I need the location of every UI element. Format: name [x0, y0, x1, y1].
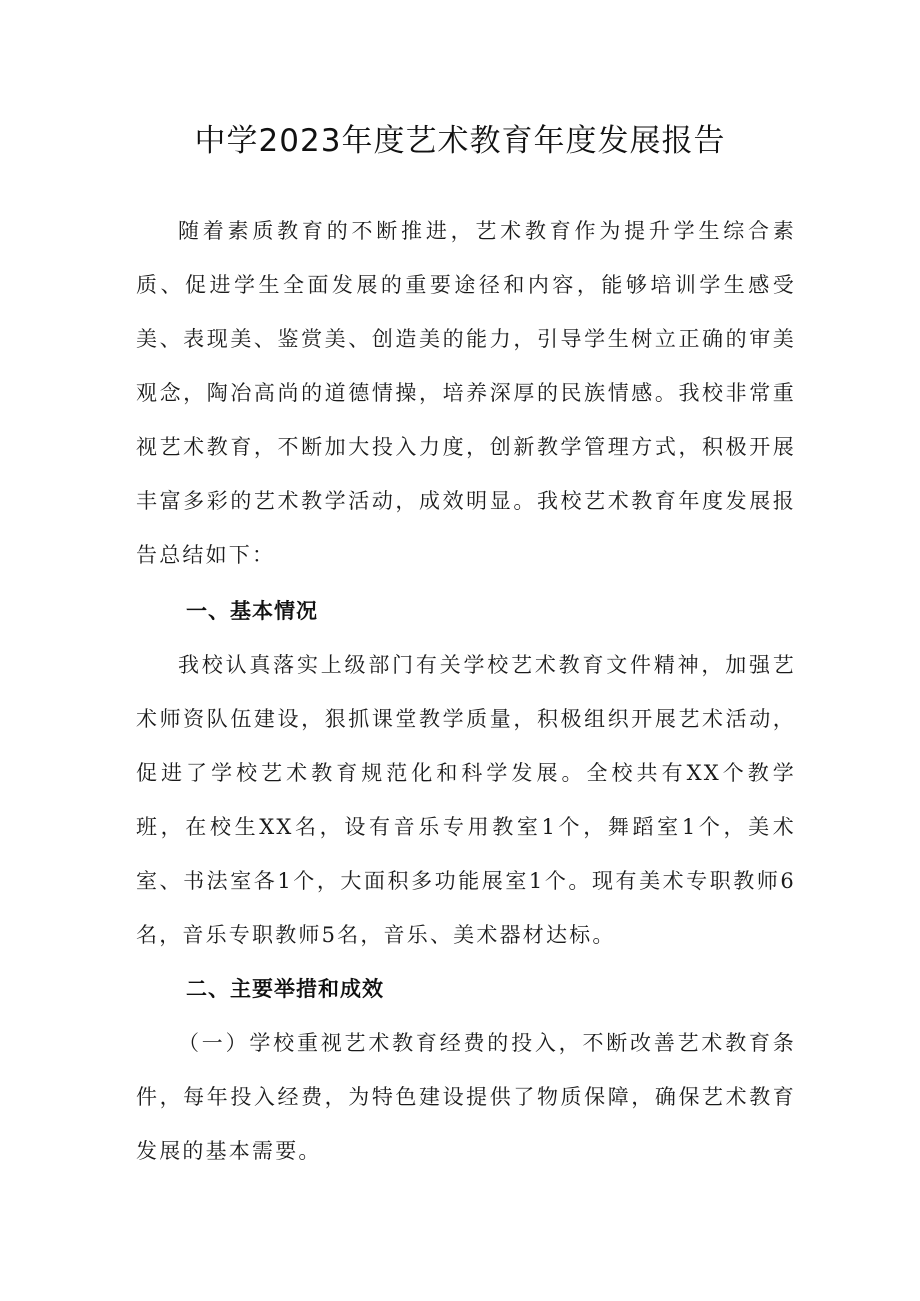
section-body-basic: 我校认真落实上级部门有关学校艺术教育文件精神，加强艺术师资队伍建设，狠抓课堂教学质量，积极组织开展艺术活动，促进了学校艺术教育规范化和科学发展。全校共有XX个教学班，在校生XX名，设有音乐专用教室1个，舞蹈室1个，美术室、书法室各1个，大面积多功能展室1个。现有美术专职教师6名，音乐专职教师5名，音乐、美术器材达标。 [136, 653, 796, 947]
document-title: 中学2023年度艺术教育年度发展报告 [194, 123, 726, 159]
section-body-measures: （一）学校重视艺术教育经费的投入，不断改善艺术教育条件，每年投入经费，为特色建设提供了物质保障，确保艺术教育发展的基本需要。 [136, 1031, 796, 1163]
section-heading-measures: 二、主要举措和成效 [186, 977, 384, 1001]
intro-paragraph: 随着素质教育的不断推进，艺术教育作为提升学生综合素质、促进学生全面发展的重要途径和内容，能够培训学生感受美、表现美、鉴赏美、创造美的能力，引导学生树立正确的审美观念，陶冶高尚的道德情操，培养深厚的民族情感。我校非常重视艺术教育，不断加大投入力度，创新教学管理方式，积极开展丰富多彩的艺术教学活动，成效明显。我校艺术教育年度发展报告总结如下： [136, 219, 796, 567]
section-heading-basic: 一、基本情况 [186, 599, 318, 623]
